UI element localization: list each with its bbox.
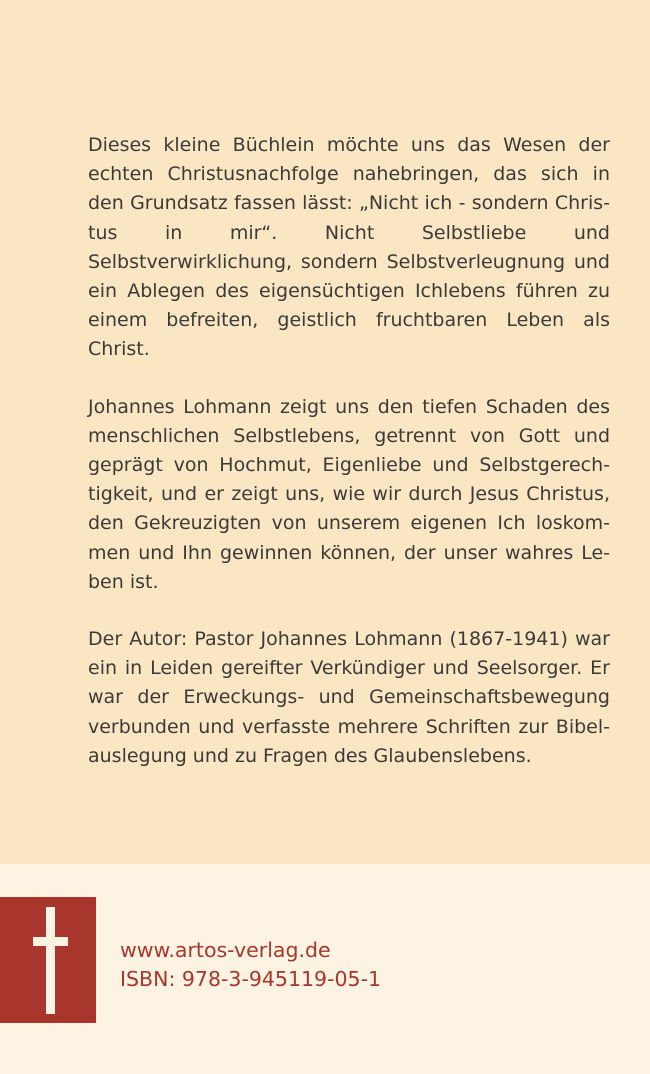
blurb-text [88, 131, 610, 799]
blurb-paragraph-intro: Dieses kleine Büchlein möchte uns das Wesen der echten Christusnachfolge nahebringen, das sich in den Grundsatz fassen lässt: „Nicht ich - sondern Christus in mir“. Nicht Selbstliebe und Selbstverwirklichung, sondern Selbstverleugnung und ein Ablegen des eigensüchtigen Ichlebens führen zu einem befreiten, geistlich fruchtbaren Leben als Christ. [88, 134, 610, 361]
blurb-paragraph-author: Der Autor: Pastor Johannes Lohmann (1867-1941) war ein in Leiden gereifter Verkündiger und Seelsorger. Er war der Erweckungs- und Gemeinschaftsbewegung verbunden und verfasste mehrere Schriften zur Bibelauslegung und zu Fragen des Glaubenslebens. [88, 628, 610, 767]
cross-icon [0, 897, 96, 1023]
isbn-text: ISBN: 978-3-945119-05-1 [120, 967, 382, 991]
blurb-paragraph-content: Johannes Lohmann zeigt uns den tiefen Schaden des menschlichen Selbstlebens, getrennt von Gott und geprägt von Hochmut, Eigenliebe und Selbstgerechtigkeit, und er zeigt uns, wie wir durch Jesus Christus, den Gekreuzigten von unserem eigenen Ich loskommen und Ihn gewinnen können, der unser wahres Leben ist. [88, 395, 610, 593]
publisher-website[interactable]: www.artos-verlag.de [120, 938, 331, 962]
publisher-info [120, 936, 381, 994]
publisher-logo [0, 897, 96, 1023]
